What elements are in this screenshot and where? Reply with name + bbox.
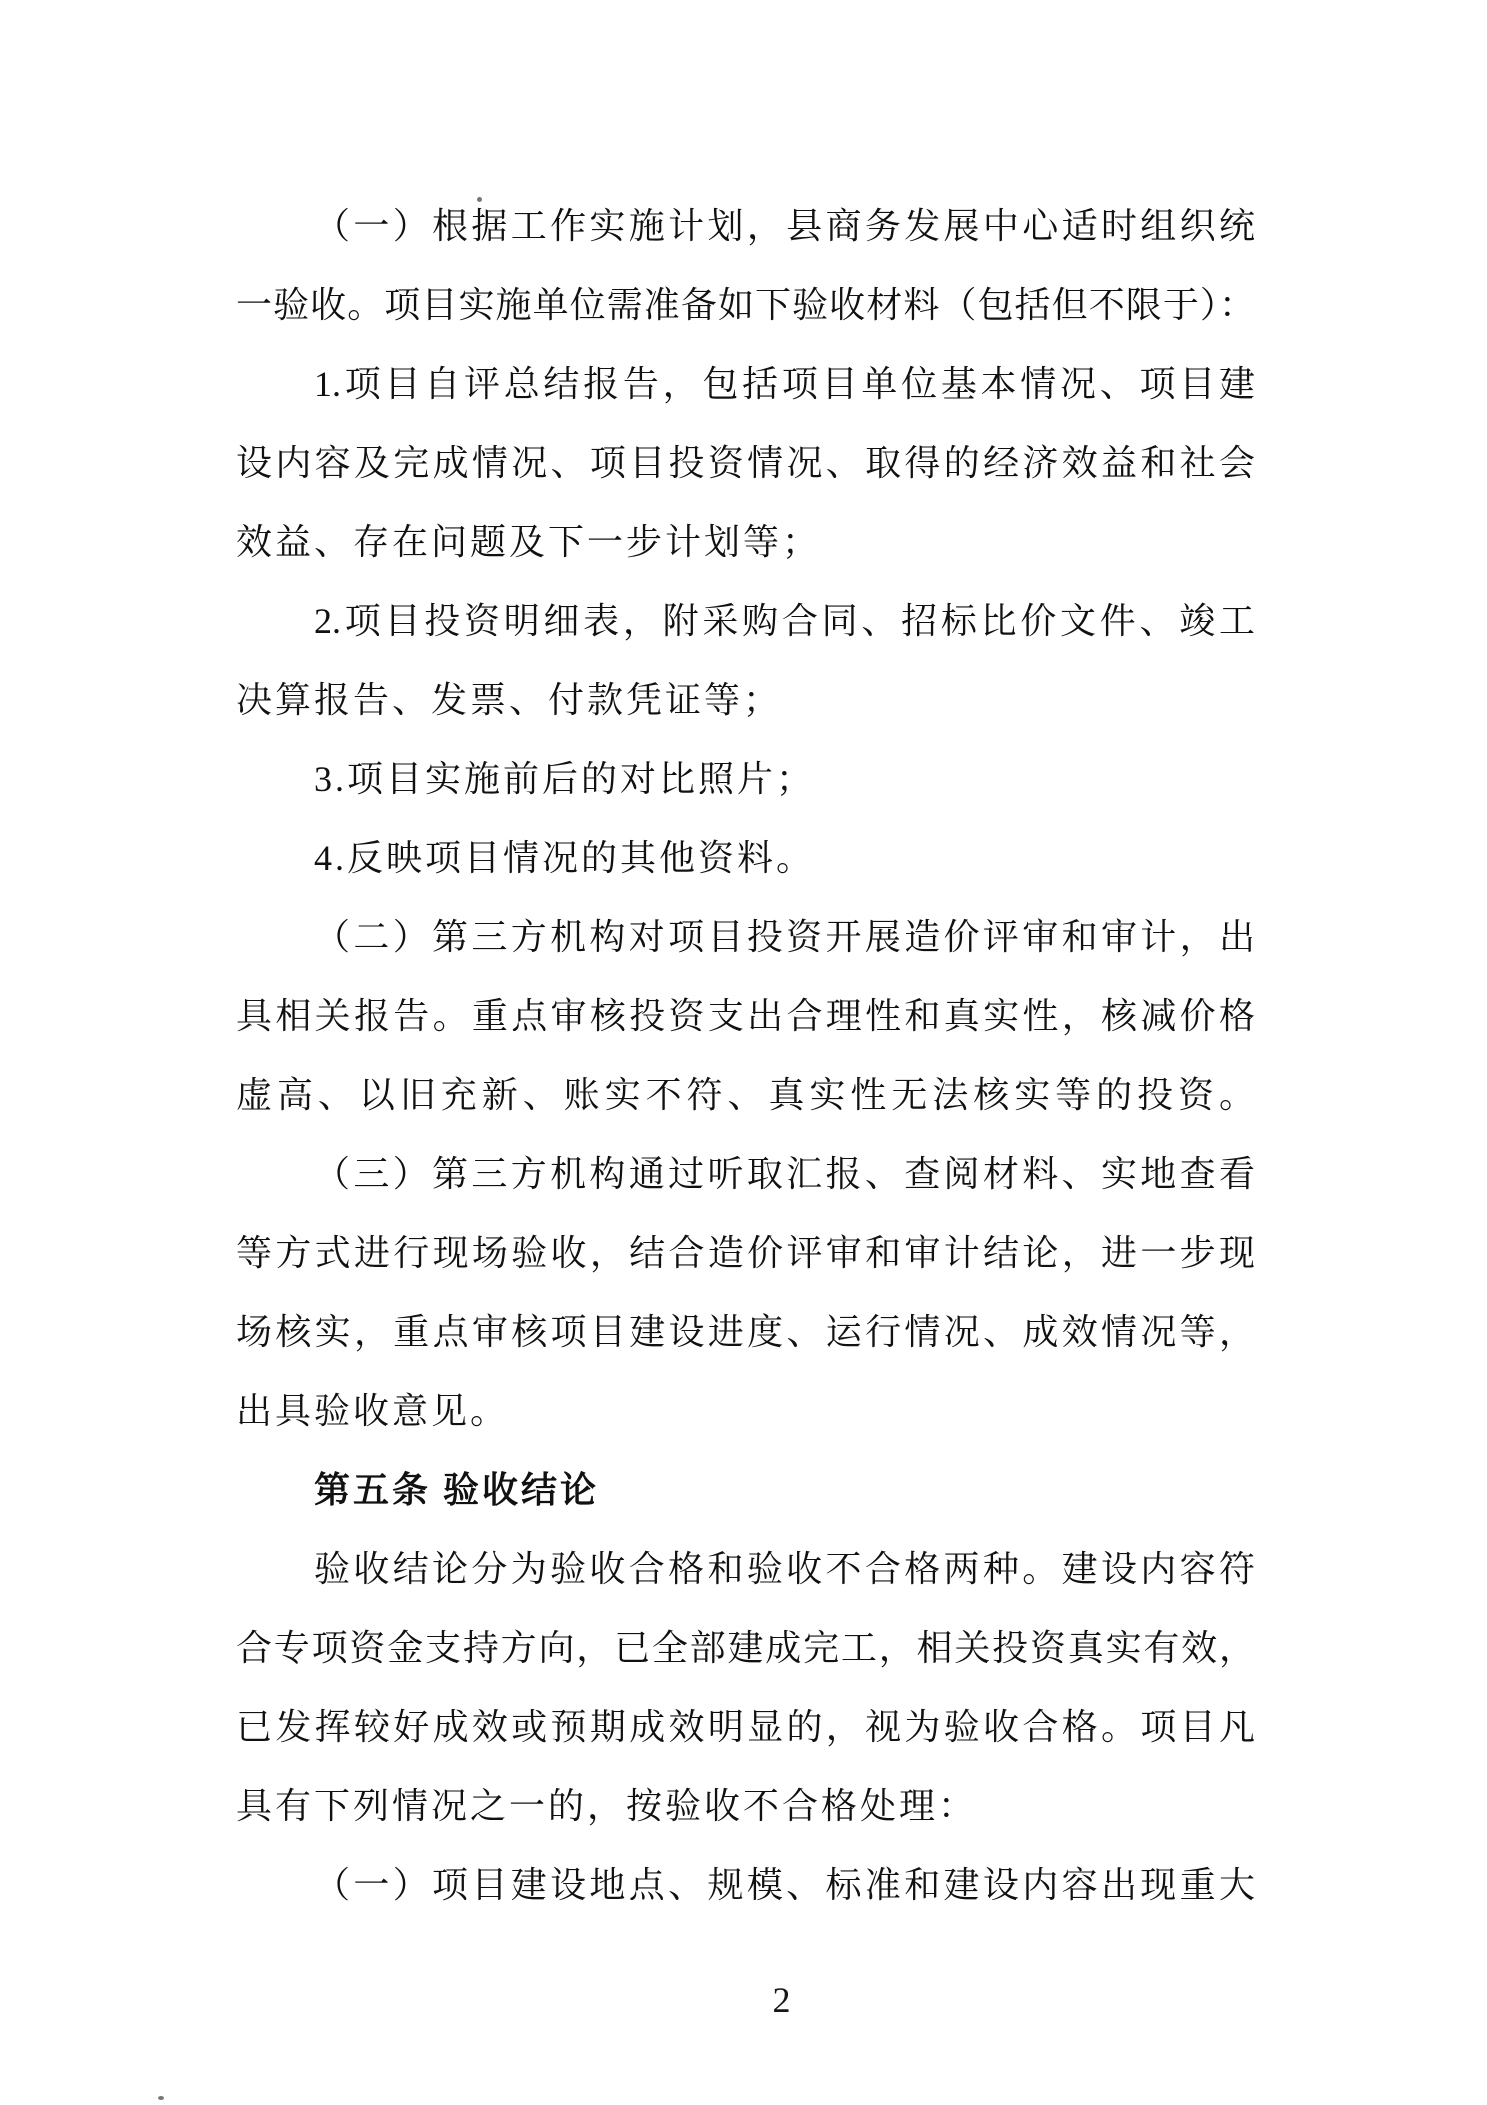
text-line: 具有下列情况之一的，按验收不合格处理： <box>236 1786 978 1826</box>
text-line: 1.项目自评总结报告，包括项目单位基本情况、项目建 <box>314 364 1255 404</box>
page-number: 2 <box>772 1980 791 2020</box>
text-line: 具相关报告。重点审核投资支出合理性和真实性，核减价格 <box>236 996 1255 1036</box>
page-footer <box>0 1975 1487 2025</box>
scan-artifact-dot <box>158 2096 164 2100</box>
text-line: 出具验收意见。 <box>236 1391 510 1431</box>
text-line: 已发挥较好成效或预期成效明显的，视为验收合格。项目凡 <box>236 1707 1255 1747</box>
text-line: 一验收。项目实施单位需准备如下验收材料（包括但不限于）： <box>236 285 1255 325</box>
article-5-heading: 第五条 验收结论 <box>314 1470 600 1510</box>
text-line: 效益、存在问题及下一步计划等； <box>236 522 822 562</box>
text-line: 验收结论分为验收合格和验收不合格两种。建设内容符 <box>314 1549 1255 1589</box>
document-body <box>236 187 1255 1925</box>
text-line: （一）项目建设地点、规模、标准和建设内容出现重大 <box>314 1865 1255 1905</box>
text-line: （一）根据工作实施计划，县商务发展中心适时组织统 <box>314 206 1255 246</box>
text-line: 3.项目实施前后的对比照片； <box>314 759 816 799</box>
scan-artifact-dot <box>477 197 482 202</box>
text-line: 设内容及完成情况、项目投资情况、取得的经济效益和社会 <box>236 443 1255 483</box>
text-line: 等方式进行现场验收，结合造价评审和审计结论，进一步现 <box>236 1233 1255 1273</box>
text-line: 4.反映项目情况的其他资料。 <box>314 838 816 878</box>
text-line: 2.项目投资明细表，附采购合同、招标比价文件、竣工 <box>314 601 1255 641</box>
text-line: 决算报告、发票、付款凭证等； <box>236 680 783 720</box>
text-line: 场核实，重点审核项目建设进度、运行情况、成效情况等， <box>236 1312 1255 1352</box>
text-line: 虚高、以旧充新、账实不符、真实性无法核实等的投资。 <box>236 1075 1255 1115</box>
text-line: （三）第三方机构通过听取汇报、查阅材料、实地查看 <box>314 1154 1255 1194</box>
text-line: 合专项资金支持方向，已全部建成完工，相关投资真实有效， <box>236 1628 1255 1668</box>
text-line: （二）第三方机构对项目投资开展造价评审和审计，出 <box>314 917 1255 957</box>
